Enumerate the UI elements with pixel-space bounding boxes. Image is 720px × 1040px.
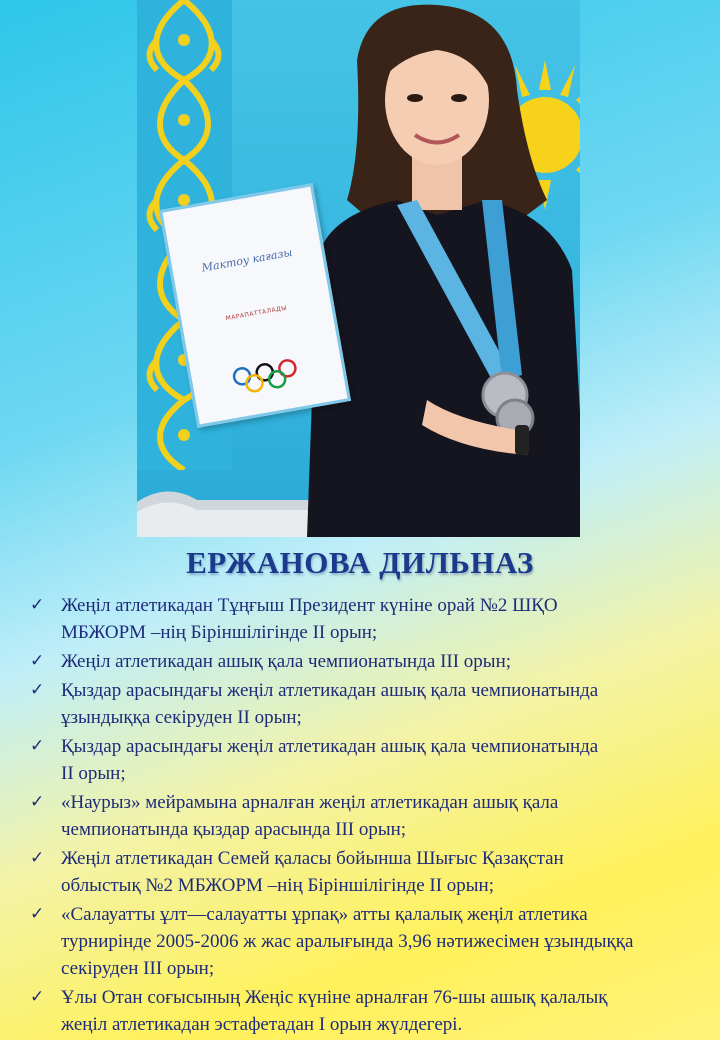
achievement-line: Ұлы Отан соғысының Жеңіс күніне арналған 76-шы ашық қалалық [61,987,608,1008]
achievement-line: турнирінде 2005-2006 ж жас аралығында 3,96 нәтижесімен ұзындыққа [61,931,634,952]
certificate-subtitle: МАРАПАТТАЛАДЫ [225,304,288,323]
student-figure [287,0,580,537]
checkmark-icon: ✓ [30,904,45,924]
achievement-line: Жеңіл атлетикадан Семей қаласы бойынша Шығыс Қазақстан [61,848,564,869]
achievement-line: Қыздар арасындағы жеңіл атлетикадан ашық қала чемпионатында [61,680,599,701]
checkmark-icon: ✓ [30,792,45,812]
achievement-line: Жеңіл атлетикадан ашық қала чемпионатында ІІІ орын; [61,651,512,672]
achievement-line: облыстық №2 МБЖОРМ –нің Біріншілігінде ІІ орын; [61,875,494,896]
achievement-line: Жеңіл атлетикадан Тұңғыш Президент күніне орай №2 ШҚО [61,595,558,616]
achievement-line: «Наурыз» мейрамына арналған жеңіл атлетикадан ашық қала [61,792,559,813]
achievement-line: ІІ орын; [61,763,126,784]
checkmark-icon: ✓ [30,680,45,700]
achievement-line: секіруден ІІІ орын; [61,958,215,979]
achievement-line: жеңіл атлетикадан эстафетадан І орын жүлдегері. [61,1014,463,1035]
achievement-item [30,733,715,787]
achievement-line: «Салауатты ұлт—салауатты ұрпақ» атты қалалық жеңіл атлетика [61,904,588,925]
achievement-item [30,648,715,675]
student-name-heading: ЕРЖАНОВА ДИЛЬНАЗ [186,545,534,580]
achievements-list [30,592,715,1040]
achievement-item [30,901,715,982]
checkmark-icon: ✓ [30,595,45,615]
checkmark-icon: ✓ [30,651,45,671]
portrait-photo [137,0,580,537]
achievement-item [30,984,715,1038]
achievement-item [30,592,715,646]
achievement-item [30,677,715,731]
achievement-line: МБЖОРМ –нің Біріншілігінде ІІ орын; [61,622,378,643]
olympic-rings-icon [229,356,303,398]
achievement-item [30,789,715,843]
checkmark-icon: ✓ [30,736,45,756]
checkmark-icon: ✓ [30,987,45,1007]
achievement-item [30,845,715,899]
checkmark-icon: ✓ [30,848,45,868]
achievement-line: Қыздар арасындағы жеңіл атлетикадан ашық қала чемпионатында [61,736,599,757]
certificate-title: Мактоу кағазы [200,245,294,275]
achievement-line: ұзындыққа секіруден ІІ орын; [61,707,302,728]
achievement-line: чемпионатында қыздар арасында ІІІ орын; [61,819,407,840]
